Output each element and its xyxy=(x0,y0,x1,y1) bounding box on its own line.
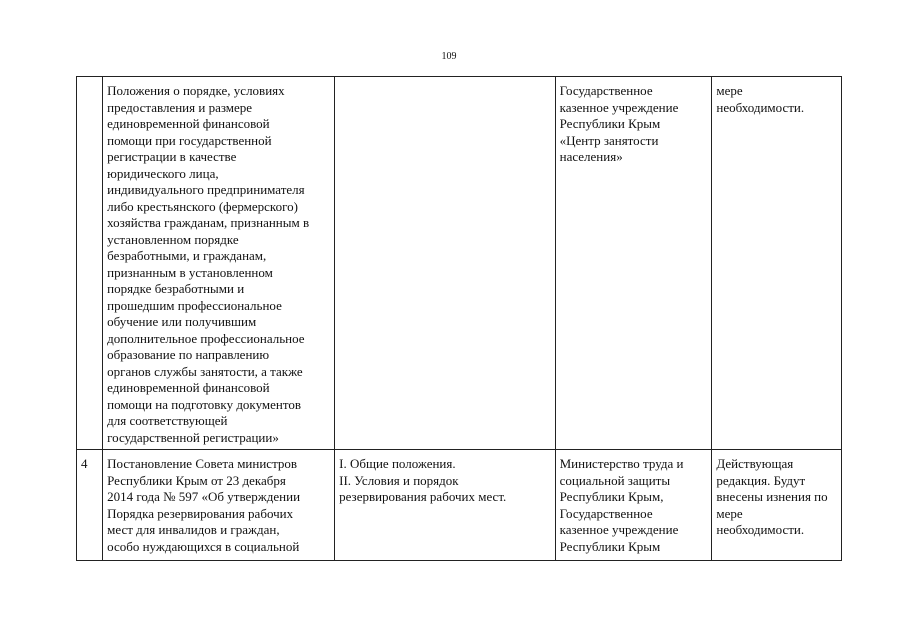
text-line: Республики Крым от 23 декабря xyxy=(107,472,286,488)
text-line: мере xyxy=(716,83,743,98)
text-line: необходимости. xyxy=(716,99,805,115)
text-line: регистрации в качестве xyxy=(107,149,237,164)
text-line: казенное учреждение xyxy=(559,99,679,115)
text-line: для соответствующей xyxy=(107,413,228,428)
text-line: резервирования рабочих мест. xyxy=(339,489,507,504)
document-title-cell xyxy=(103,450,335,561)
text-line: «Центр занятости xyxy=(559,132,659,148)
document-title-cell xyxy=(103,77,335,450)
text-line: помощи на подготовку документов xyxy=(107,396,301,412)
text-line: безработными, и гражданам, xyxy=(107,248,267,263)
note-cell xyxy=(712,450,842,561)
text-line: Порядка резервирования рабочих xyxy=(107,505,294,521)
page-number: 109 xyxy=(441,51,457,62)
text-line: единовременной финансовой xyxy=(107,380,270,395)
sections-cell xyxy=(335,77,556,450)
sections-cell xyxy=(335,450,556,561)
text-line: Республики Крым, xyxy=(559,489,664,504)
text-line: установленном порядке xyxy=(107,231,239,247)
text-line: помощи при государственной xyxy=(107,132,272,148)
text-line: признанным в установленном xyxy=(107,264,273,280)
text-line: социальной защиты xyxy=(559,472,671,488)
text-line: населения» xyxy=(559,149,623,164)
table-row xyxy=(77,77,842,450)
text-line: государственной регистрации» xyxy=(107,429,279,445)
text-line: казенное учреждение xyxy=(559,522,679,537)
text-line: юридического лица, xyxy=(107,165,219,181)
text-line: 2014 года № 597 «Об утверждении xyxy=(107,489,301,504)
text-line: Государственное xyxy=(559,505,653,521)
text-line: I. Общие положения. xyxy=(339,456,456,471)
text-line: Постановление Совета министров xyxy=(107,456,298,471)
text-line: обучение или получившим xyxy=(107,314,257,329)
text-line: прошедшим профессиональное xyxy=(107,297,282,313)
text-line: мест для инвалидов и граждан, xyxy=(107,522,280,537)
text-line: Государственное xyxy=(559,83,653,98)
text-line: либо крестьянского (фермерского) xyxy=(107,198,298,214)
text-line: Республики Крым xyxy=(559,116,661,131)
text-line: II. Условия и порядок xyxy=(339,472,459,488)
text-line: редакция. Будут xyxy=(716,472,806,488)
organization-cell xyxy=(555,450,712,561)
text-line: хозяйства гражданам, признанным в xyxy=(107,215,310,230)
row-number-cell: 4 xyxy=(77,450,103,561)
text-line: Министерство труда и xyxy=(559,456,684,471)
table-row xyxy=(77,450,842,561)
note-cell xyxy=(712,77,842,450)
text-line: порядке безработными и xyxy=(107,281,245,296)
text-line: необходимости. xyxy=(716,522,805,537)
text-line: Республики Крым xyxy=(559,538,661,554)
text-line: мере xyxy=(716,505,743,521)
text-line: внесены изнения по xyxy=(716,489,828,504)
text-line: Положения о порядке, условиях xyxy=(107,83,285,98)
text-line: Действующая xyxy=(716,456,794,471)
organization-cell xyxy=(555,77,712,450)
document-table xyxy=(76,76,842,561)
row-number-cell xyxy=(77,77,103,450)
text-line: образование по направлению xyxy=(107,347,270,362)
text-line: органов службы занятости, а также xyxy=(107,363,303,379)
text-line: предоставления и размере xyxy=(107,99,253,115)
text-line: дополнительное профессиональное xyxy=(107,330,305,346)
text-line: единовременной финансовой xyxy=(107,116,270,131)
text-line: особо нуждающихся в социальной xyxy=(107,538,300,554)
text-line: индивидуального предпринимателя xyxy=(107,182,305,197)
